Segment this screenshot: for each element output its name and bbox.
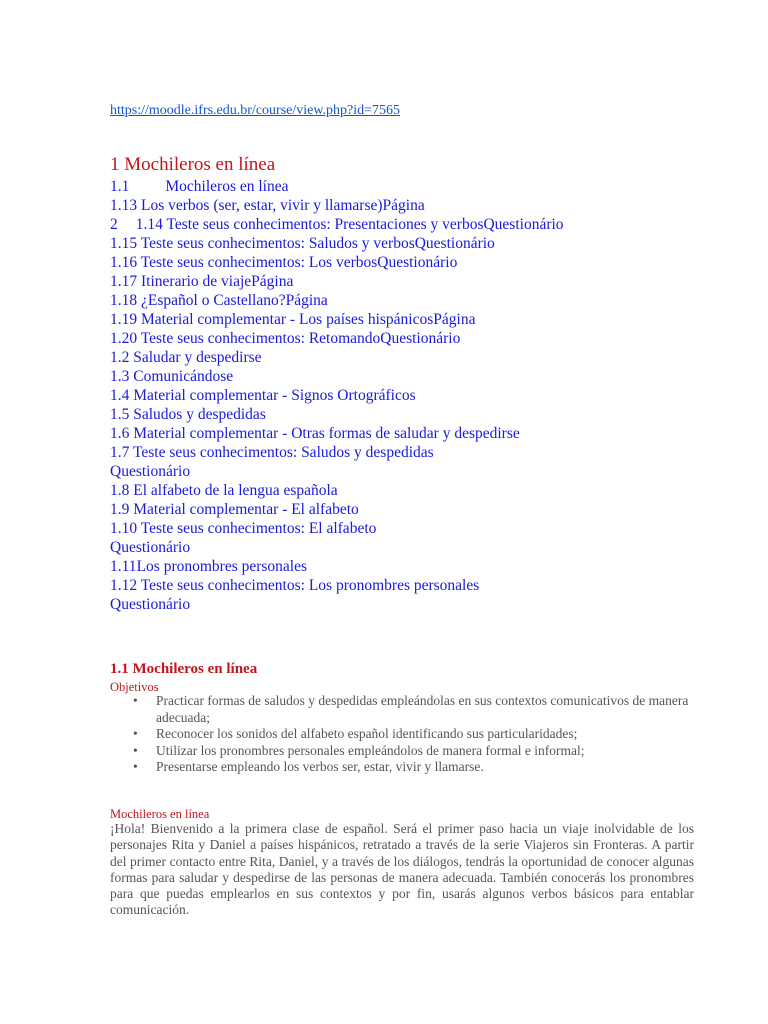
bullet-icon: • — [133, 693, 138, 708]
objective-item — [130, 759, 696, 776]
toc-item[interactable] — [110, 329, 564, 348]
toc-item-text: Material complementar - El alfabeto — [133, 501, 359, 518]
toc-item-number: 1.9 — [110, 501, 130, 518]
toc-item-text: Teste seus conhecimentos: El alfabeto — [140, 520, 377, 537]
toc-item-text: Saludar y despedirse — [133, 349, 262, 366]
toc-item[interactable] — [110, 272, 564, 291]
toc-item-text: El alfabeto de la lengua española — [133, 482, 338, 499]
toc-title: 1 Mochileros en línea — [110, 154, 276, 175]
toc-item-text: Teste seus conhecimentos: Saludos y despedidas — [132, 444, 434, 461]
toc-item[interactable] — [110, 500, 564, 519]
toc-item-number: 1.1 — [110, 178, 130, 195]
toc-item-number: 1.3 — [110, 368, 130, 385]
toc-item-number: 2 — [110, 216, 118, 233]
section-title: 1.1 Mochileros en línea — [110, 661, 258, 677]
toc-item-continuation[interactable] — [110, 462, 564, 481]
course-url-link[interactable]: https://moodle.ifrs.edu.br/course/view.php?id=7565 — [110, 103, 401, 118]
toc-item[interactable] — [110, 386, 564, 405]
toc-item-number: 1.12 — [110, 577, 138, 594]
toc-item-text: ¿Español o Castellano?Página — [141, 292, 328, 309]
toc-item-text: Questionário — [110, 463, 191, 480]
toc-item-text: Material complementar - Otras formas de saludar y despedirse — [133, 425, 520, 442]
toc-item[interactable] — [110, 215, 564, 234]
toc-item-text: Teste seus conhecimentos: Saludos y verbosQuestionário — [140, 235, 495, 252]
toc-item-number: 1.18 — [110, 292, 138, 309]
toc-item-number: 1.7 — [110, 444, 130, 461]
toc-item-number: 1.10 — [110, 520, 138, 537]
toc-item-text: Material complementar - Signos Ortográficos — [133, 387, 416, 404]
toc-item-text: Los verbos (ser, estar, vivir y llamarse)Página — [141, 197, 425, 214]
toc-item[interactable] — [110, 405, 564, 424]
objective-text: Presentarse empleando los verbos ser, estar, vivir y llamarse. — [156, 759, 484, 774]
toc-item-text: Material complementar - Los países hispánicosPágina — [141, 311, 476, 328]
objective-text: Reconocer los sonidos del alfabeto español identificando sus particularidades; — [156, 726, 578, 741]
toc-item-text: Teste seus conhecimentos: RetomandoQuestionário — [140, 330, 461, 347]
toc-item-text: Los pronombres personales — [136, 558, 308, 575]
toc-item-text: Questionário — [110, 596, 191, 613]
toc-item[interactable] — [110, 519, 564, 538]
toc-item-number: 1.8 — [110, 482, 130, 499]
objective-text: Practicar formas de saludos y despedidas empleándolas en sus contextos comunicativos de manera adecuada; — [156, 693, 689, 725]
toc-item[interactable] — [110, 234, 564, 253]
toc-item-text: Itinerario de viajePágina — [141, 273, 294, 290]
toc-item-number: 1.13 — [110, 197, 138, 214]
toc-item[interactable] — [110, 367, 564, 386]
toc-item-number: 1.17 — [110, 273, 138, 290]
toc-item-text: Teste seus conhecimentos: Los verbosQuestionário — [140, 254, 458, 271]
toc-item-number: 1.5 — [110, 406, 130, 423]
table-of-contents — [110, 177, 564, 614]
intro-title: Mochileros en línea — [110, 807, 210, 821]
toc-item-continuation[interactable] — [110, 595, 564, 614]
toc-item-text: Comunicándose — [133, 368, 234, 385]
toc-item-text: Mochileros en línea — [165, 178, 289, 195]
toc-item-text: Saludos y despedidas — [133, 406, 266, 423]
toc-item-number: 1.6 — [110, 425, 130, 442]
objectives-label: Objetivos — [110, 680, 159, 694]
toc-item[interactable] — [110, 576, 564, 595]
toc-item[interactable] — [110, 253, 564, 272]
toc-item[interactable] — [110, 481, 564, 500]
objective-item — [130, 726, 696, 743]
toc-item[interactable] — [110, 291, 564, 310]
intro-paragraph: ¡Hola! Bienvenido a la primera clase de español. Será el primer paso hacia un viaje inolvidable de los personajes Rita y Daniel a países hispánicos, retratado a través de la serie Viajeros sin Fronteras. A partir del primer contacto entre Rita, Daniel, y a través de los diálogos, tendrás la oportunidad de conocer algunas formas para saludar y despedirse de las personas de manera adecuada. También conocerás los pronombres para que puedas emplearlos en sus contextos y por fin, usarás algunos verbos básicos para entablar comunicación. — [110, 821, 694, 918]
toc-item-number: 1.2 — [110, 349, 130, 366]
toc-item[interactable] — [110, 196, 564, 215]
bullet-icon: • — [133, 742, 138, 758]
toc-item[interactable] — [110, 424, 564, 443]
bullet-icon: • — [133, 759, 138, 774]
toc-item-continuation[interactable] — [110, 538, 564, 557]
toc-item[interactable] — [110, 557, 564, 576]
toc-item[interactable] — [110, 443, 564, 462]
toc-item[interactable] — [110, 310, 564, 329]
objective-item — [130, 743, 696, 760]
toc-item-number: 1.19 — [110, 311, 138, 328]
toc-item-number: 1.4 — [110, 387, 130, 404]
bullet-icon: • — [133, 726, 138, 741]
toc-item[interactable] — [110, 177, 564, 196]
toc-item-number: 1.20 — [110, 330, 138, 347]
toc-item-number: 1.11 — [110, 558, 137, 575]
objective-item — [130, 693, 696, 726]
toc-item-text: Teste seus conhecimentos: Los pronombres personales — [140, 577, 480, 594]
toc-item-number: 1.15 — [110, 235, 138, 252]
toc-item-text: Questionário — [110, 539, 191, 556]
objective-text: Utilizar los pronombres personales empleándolos de manera formal e informal; — [156, 742, 585, 758]
toc-item-number: 1.16 — [110, 254, 138, 271]
toc-item[interactable] — [110, 348, 564, 367]
objectives-list — [130, 693, 696, 776]
toc-item-text: 1.14 Teste seus conhecimentos: Presentaciones y verbosQuestionário — [135, 216, 564, 233]
